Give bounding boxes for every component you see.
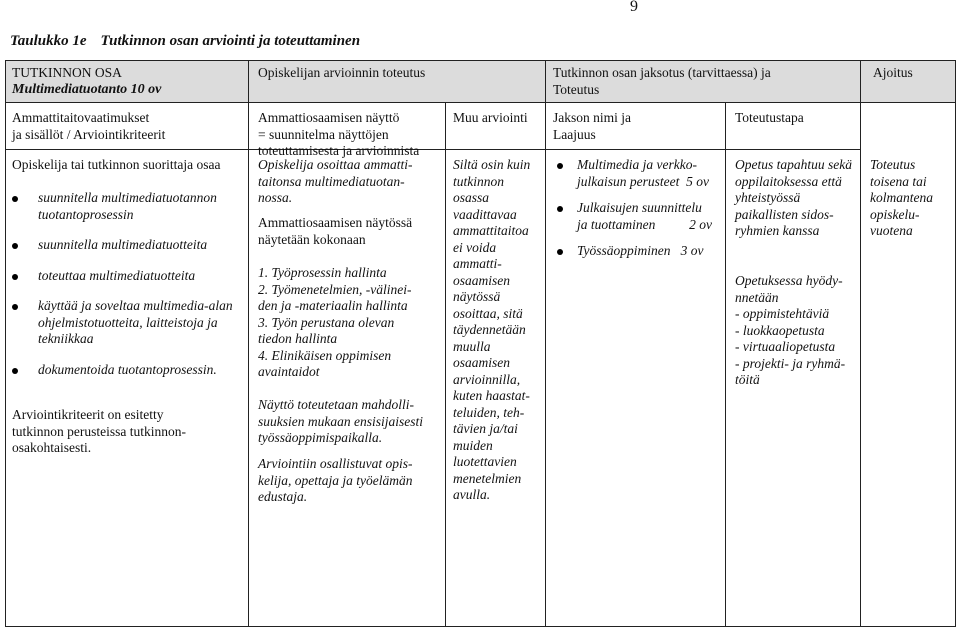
col6-line: opiskelu-: [870, 206, 920, 222]
col4-item-3-line1: Työssäoppiminen: [577, 243, 671, 258]
col3-line: täydennetään: [453, 322, 526, 337]
col3-line: menetelmien: [453, 470, 522, 486]
col5-p2-line5: - virtuaaliopetusta: [735, 339, 836, 354]
col1-footer-line2: tutkinnon perusteissa tutkinnon-: [12, 423, 186, 439]
col4-item-2-line2-row: [577, 217, 722, 234]
col4-item-3-ov: 3 ov: [680, 243, 704, 258]
col6-line: vuotena: [870, 223, 913, 238]
col6-line: Toteutus: [870, 157, 916, 172]
table-title-text: Tutkinnon osan arviointi ja toteuttaminen: [100, 33, 361, 49]
subheader-jakso-line1: Jakson nimi ja: [553, 110, 631, 125]
col1-bullet-4-line2: ohjelmistotuotteita, laitteistoja ja: [38, 314, 218, 330]
header-multimediatuotanto: Multimediatuotanto 10 ov: [12, 81, 162, 97]
col4-item-2-line1: Julkaisujen suunnittelu: [577, 200, 702, 215]
col2-p1-line3: nossa.: [258, 190, 293, 205]
list-item: [11, 190, 246, 223]
col5-paragraph-1: [735, 157, 852, 240]
col3-line: osaamisen: [453, 272, 510, 288]
col5-p2-line7: töitä: [735, 372, 760, 387]
col5-p2-line2: nnetään: [735, 289, 779, 305]
col3-line: luotettavien: [453, 454, 517, 469]
col2-paragraph-1: [258, 157, 413, 207]
header-tutkinnon-osa-line1: TUTKINNON OSA: [12, 65, 122, 80]
col3-line: osoittaa, sitä: [453, 305, 523, 321]
col3-muu-arviointi: [453, 157, 530, 504]
col3-line: teluiden, teh-: [453, 404, 525, 420]
col4-jaksot: [556, 157, 722, 260]
list-item: [11, 268, 246, 285]
col1-footer: [12, 407, 186, 457]
col1-bullet-3-line1: toteuttaa multimediatuotteita: [38, 267, 196, 283]
col1-bullet-2-line1: suunnitella multimediatuotteita: [38, 237, 208, 252]
col3-line: osassa: [453, 190, 490, 205]
header-jaksotus: [553, 65, 771, 98]
col1-footer-line1: Arviointikriteerit on esitetty: [12, 407, 164, 422]
header-jaksotus-line1: Tutkinnon osan jaksotus (tarvittaessa) ja: [553, 65, 771, 80]
page-number: 9: [630, 0, 638, 15]
list-item: [556, 157, 722, 190]
col2-p4-line1: Arviointiin osallistuvat opis-: [258, 456, 413, 471]
header-ajoitus: Ajoitus: [873, 65, 913, 80]
col4-item-2-ov: 2 ov: [689, 216, 712, 232]
col6-line: toisena tai: [870, 173, 927, 189]
col2-list-line1: 1. Työprosessin hallinta: [258, 265, 387, 280]
subheader-jakson-nimi: [553, 110, 631, 143]
col3-line: avulla.: [453, 487, 491, 502]
list-item: [11, 237, 246, 254]
table-title-label: Taulukko 1e: [10, 33, 87, 49]
col2-p4-line3: edustaja.: [258, 489, 308, 504]
subheader-jakso-line2: Laajuus: [553, 126, 596, 142]
col4-item-1-ov: 5 ov: [686, 173, 709, 189]
col2-p3-line3: työssäoppimispaikalla.: [258, 430, 383, 445]
col2-paragraph-2: [258, 215, 412, 248]
col2-paragraph-3: [258, 397, 423, 447]
col2-p4-line2: kelija, opettaja ja työelämän: [258, 472, 413, 488]
col5-p1-line3: yhteistyössä: [735, 190, 801, 205]
subheader-ammattitaito-line2: ja sisällöt / Arviointikriteerit: [12, 126, 166, 142]
col3-line: ei voida: [453, 239, 497, 255]
col2-list-line4: 3. Työn perustana olevan: [258, 314, 395, 330]
col1-bullet-5-line1: dokumentoida tuotantoprosessin.: [38, 361, 217, 377]
col5-p1-line5: ryhmien kanssa: [735, 223, 820, 238]
col2-p1-line1: Opiskelija osoittaa ammatti-: [258, 157, 413, 172]
col6-ajoitus: [870, 157, 933, 240]
col5-p2-line6: - projekti- ja ryhmä-: [735, 355, 846, 371]
col2-p2-line1: Ammattiosaamisen näytössä: [258, 215, 413, 230]
col1-footer-line3: osakohtaisesti.: [12, 440, 92, 455]
col4-item-1-line2: julkaisun perusteet: [577, 173, 680, 189]
col3-line: kuten haastat-: [453, 388, 530, 403]
col4-item-1-line1: Multimedia ja verkko-: [577, 157, 697, 172]
subheader-naytto-line1: Ammattiosaamisen näyttö: [258, 110, 400, 125]
col1-bullet-1-line1: suunnitella multimediatuotannon: [38, 190, 217, 205]
col3-line: ammatti-: [453, 256, 502, 271]
col1-bullets: [11, 190, 246, 378]
col2-list-line2: 2. Työmenetelmien, -välinei-: [258, 281, 412, 297]
list-item: [556, 200, 722, 233]
col3-line: osaamisen: [453, 355, 510, 370]
col5-paragraph-2: [735, 273, 845, 389]
col2-p3-line2: suuksien mukaan ensisijaisesti: [258, 413, 423, 429]
subheader-toteutustapa: Toteutustapa: [735, 110, 804, 125]
subheader-naytto-line2: = suunnitelma näyttöjen: [258, 126, 389, 142]
col2-paragraph-4: [258, 456, 413, 506]
col4-item-2-line2: ja tuottaminen: [577, 216, 656, 232]
col5-p2-line4: - luokkaopetusta: [735, 322, 825, 338]
subheader-ammattitaitovaatimukset: [12, 110, 165, 143]
col2-numbered-list: [258, 265, 411, 381]
col3-line: ammattitaitoa: [453, 223, 529, 238]
subheader-naytto-line3: toteuttamisesta ja arvioinnista: [258, 143, 420, 158]
col5-p1-line2: oppilaitoksessa että: [735, 173, 842, 189]
header-tutkinnon-osa: [12, 65, 242, 98]
col5-p2-line1: Opetuksessa hyödy-: [735, 273, 843, 288]
header-arvioinnin-toteutus: Opiskelijan arvioinnin toteutus: [258, 65, 426, 80]
col2-list-line3: den ja -materiaalin hallinta: [258, 298, 408, 313]
col3-line: tävien ja/tai: [453, 421, 518, 436]
col5-p2-line3: - oppimistehtäviä: [735, 306, 830, 321]
col2-p1-line2: taitonsa multimediatuotan-: [258, 173, 405, 189]
col1-bullet-4-line1: käyttää ja soveltaa multimedia-alan: [38, 298, 233, 313]
col1-bullet-1-line2: tuotantoprosessin: [38, 206, 134, 222]
col5-p1-line4: paikallisten sidos-: [735, 206, 834, 222]
subheader-muu-arviointi: Muu arviointi: [453, 110, 528, 125]
col3-line: muiden: [453, 437, 493, 453]
col1-bullet-4-line3: tekniikkaa: [38, 331, 94, 346]
col5-p1-line1: Opetus tapahtuu sekä: [735, 157, 852, 172]
table-title: [10, 33, 360, 50]
col6-line: kolmantena: [870, 190, 933, 205]
subheader-ammattitaito-line1: Ammattitaitovaatimukset: [12, 110, 150, 125]
col3-line: vaadittavaa: [453, 206, 517, 222]
list-item: [556, 243, 722, 260]
col4-item-1-line2-row: [577, 174, 722, 191]
col2-p2-line2: näytetään kokonaan: [258, 231, 366, 247]
col3-line: arvioinnilla,: [453, 371, 521, 387]
col2-p3-line1: Näyttö toteutetaan mahdolli-: [258, 397, 414, 412]
col3-line: muulla: [453, 338, 491, 354]
col4-item-3-row: [577, 243, 722, 260]
header-jaksotus-line2: Toteutus: [553, 81, 600, 97]
subheader-naytto: [258, 110, 419, 160]
col2-list-line5: tiedon hallinta: [258, 331, 338, 346]
list-item: [11, 362, 246, 379]
col2-list-line6: 4. Elinikäisen oppimisen: [258, 347, 392, 363]
col3-line: näytössä: [453, 289, 501, 304]
col3-line: tutkinnon: [453, 173, 504, 189]
col1-intro: Opiskelija tai tutkinnon suorittaja osaa: [12, 157, 221, 172]
col2-list-line7: avaintaidot: [258, 364, 320, 379]
list-item: [11, 298, 246, 348]
col3-line: Siltä osin kuin: [453, 157, 531, 172]
